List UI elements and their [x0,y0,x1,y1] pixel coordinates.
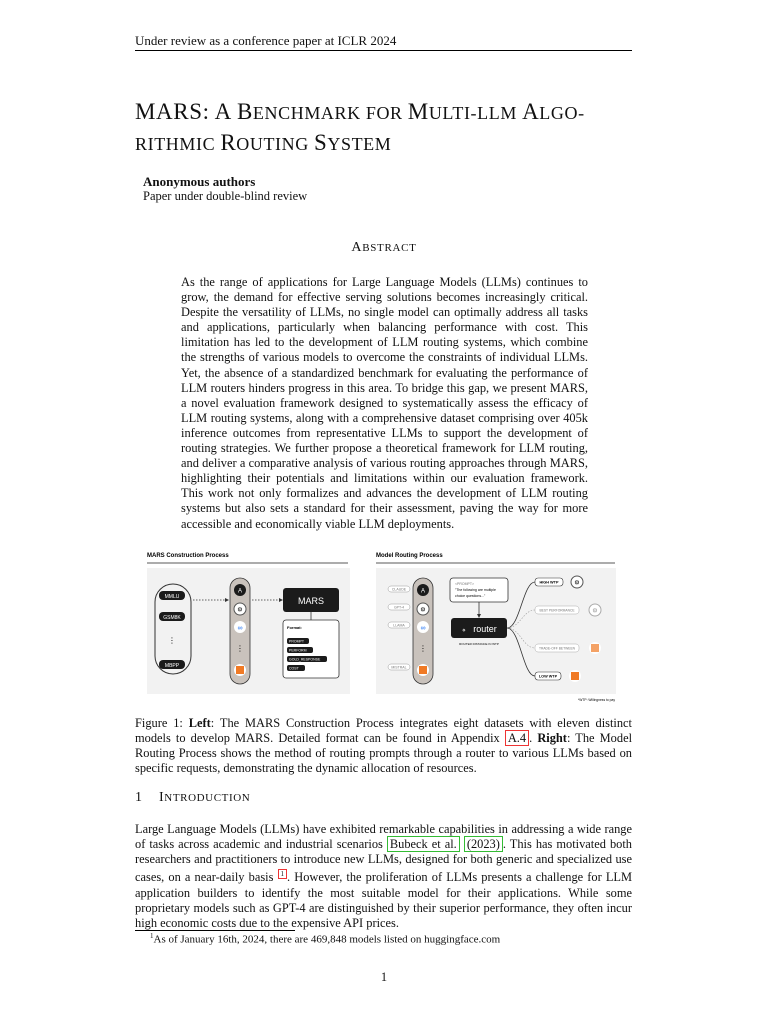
mars-box-label: MARS [297,596,325,606]
svg-text:⚙: ⚙ [237,607,243,614]
abstract-text: As the range of applications for Large Language Models (LLMs) continues to grow, the demand for effective serving solutions becomes increasingly critical. Despite the versatility of LLMs, no single model can optimally address all tasks and applications, particularly when balancing performance with cost. This limitation has led to the development of LLM routing systems, which combine the strengths of various models to overcome the constraints of individual LLMs. Yet, the absence of a standardized benchmark for evaluating the performance of LLM routers hinders progress in this area. To bridge this gap, we present MARS, a novel evaluation framework designed to systematically assess the efficacy of LLM routing systems, along with a comprehensive dataset comprising over 405k inference outcomes from representative LLMs to support the development of routing strategies. We further propose a theoretical framework for LLM routing, and deliver a comparative analysis of various routing approaches through MARS, highlighting their potentials and limitations within our evaluation framework. This work not only formalizes and advances the development of LLM routing systems but also sets a standard for their assessment, paving the way for more accessible and economically viable LLM deployments. [181,275,588,531]
format-title: Format: [287,625,302,630]
footnote-link[interactable]: 1 [278,869,288,879]
running-header: Under review as a conference paper at ICLR 2024 [135,33,397,48]
footnote: $^1$As of January 16th, 2024, there are 469,848 models listed on huggingface.com [150,932,501,946]
author-name: Anonymous authors [143,174,256,189]
right-panel-title: Model Routing Process [376,553,443,559]
figure-caption: Figure 1: Left: The MARS Construction Process integrates eight datasets with eleven distinct models to develop MARS. Detailed format can be found in Appendix A.4 . Right: The Model Routing Process shows the method of routing prompts through a router to various LLMs based on specific requests, demonstrating the dynamic allocation of resources. [135,716,633,776]
left-panel-title: MARS Construction Process [147,553,229,559]
router-label: router [473,624,497,634]
svg-text:⋮: ⋮ [236,644,244,653]
wtp-tradeoff: TRADE-OFF BETWEEN [538,646,576,651]
dataset-mmlu: MMLU [164,594,180,600]
prompt-box-line3: choice questions..." [455,594,486,598]
header-rule [135,50,632,51]
appendix-link[interactable]: A.4 [505,730,529,746]
svg-text:∞: ∞ [237,625,243,632]
dataset-ellipsis: ⋮ [168,636,176,645]
tag-mistral: MISTRAL [391,665,407,670]
format-field-perform: PERFORM [289,648,307,653]
format-field-gold: GOLD_RESPONSE [289,657,321,662]
prompt-box-line2: "The following are multiple [455,588,496,592]
citation-author-link[interactable]: Bubeck et al. [387,836,460,852]
tag-gpt4: GPT-4 [393,605,405,610]
svg-text:⚙: ⚙ [420,607,426,614]
wtp-best: BEST PERFORMANCE [539,608,575,613]
svg-text:A: A [237,588,243,595]
dataset-mbpp: MBPP [164,663,180,669]
wtp-low: LOW WTP [538,674,558,679]
tag-llama: LLAMA [393,623,405,628]
citation-year-link[interactable]: (2023) [464,836,503,852]
review-note: Paper under double-blind review [143,189,308,203]
wtp-note: *WTP: Willingness to pay [577,698,615,702]
svg-text:A: A [420,588,426,595]
format-field-prompt: PROMPT [289,639,304,644]
dataset-gsm8k: GSM8K [163,615,181,621]
section-heading: 1 INTRODUCTION [135,790,251,805]
svg-text:⚙: ⚙ [574,580,580,587]
paper-title: MARS: A BENCHMARK FOR MULTI-LLM ALGO- RITHMIC ROUTING SYSTEM [135,99,585,155]
page-number: 1 [380,970,388,984]
svg-text:⚙: ⚙ [592,608,598,615]
svg-text:∞: ∞ [420,625,426,632]
router-sub: ROUTER DISTANCE IN WTP [459,642,499,646]
prompt-box-line1: <PROMPT> [455,582,475,586]
intro-paragraph: Large Language Models (LLMs) have exhibited remarkable capabilities in addressing a wide range of tasks across academic and industrial scenarios Bubeck et al. (2023) . This has motivated both researchers and practitioners to introduce new LLMs, designed for both generic and specialized use cases, on a near-daily basis $^1$ . However, the proliferation of LLMs presents a challenge for LLM application builders to identify the most suitable model for their applications. While some proprietary models such as GPT-4 are distinguished by their superior performance, they often incur high economic costs due to the expensive API prices. [135,822,633,930]
svg-text:⋮: ⋮ [419,644,427,653]
format-field-cost: COST [289,666,299,671]
svg-text:⋄: ⋄ [462,628,466,634]
tag-claude: CLAUDE [391,587,407,592]
footnote-rule [135,930,295,931]
abstract-heading: ABSTRACT [351,240,417,255]
wtp-high: HIGH WTP [539,580,559,585]
figure-1 [145,548,623,708]
